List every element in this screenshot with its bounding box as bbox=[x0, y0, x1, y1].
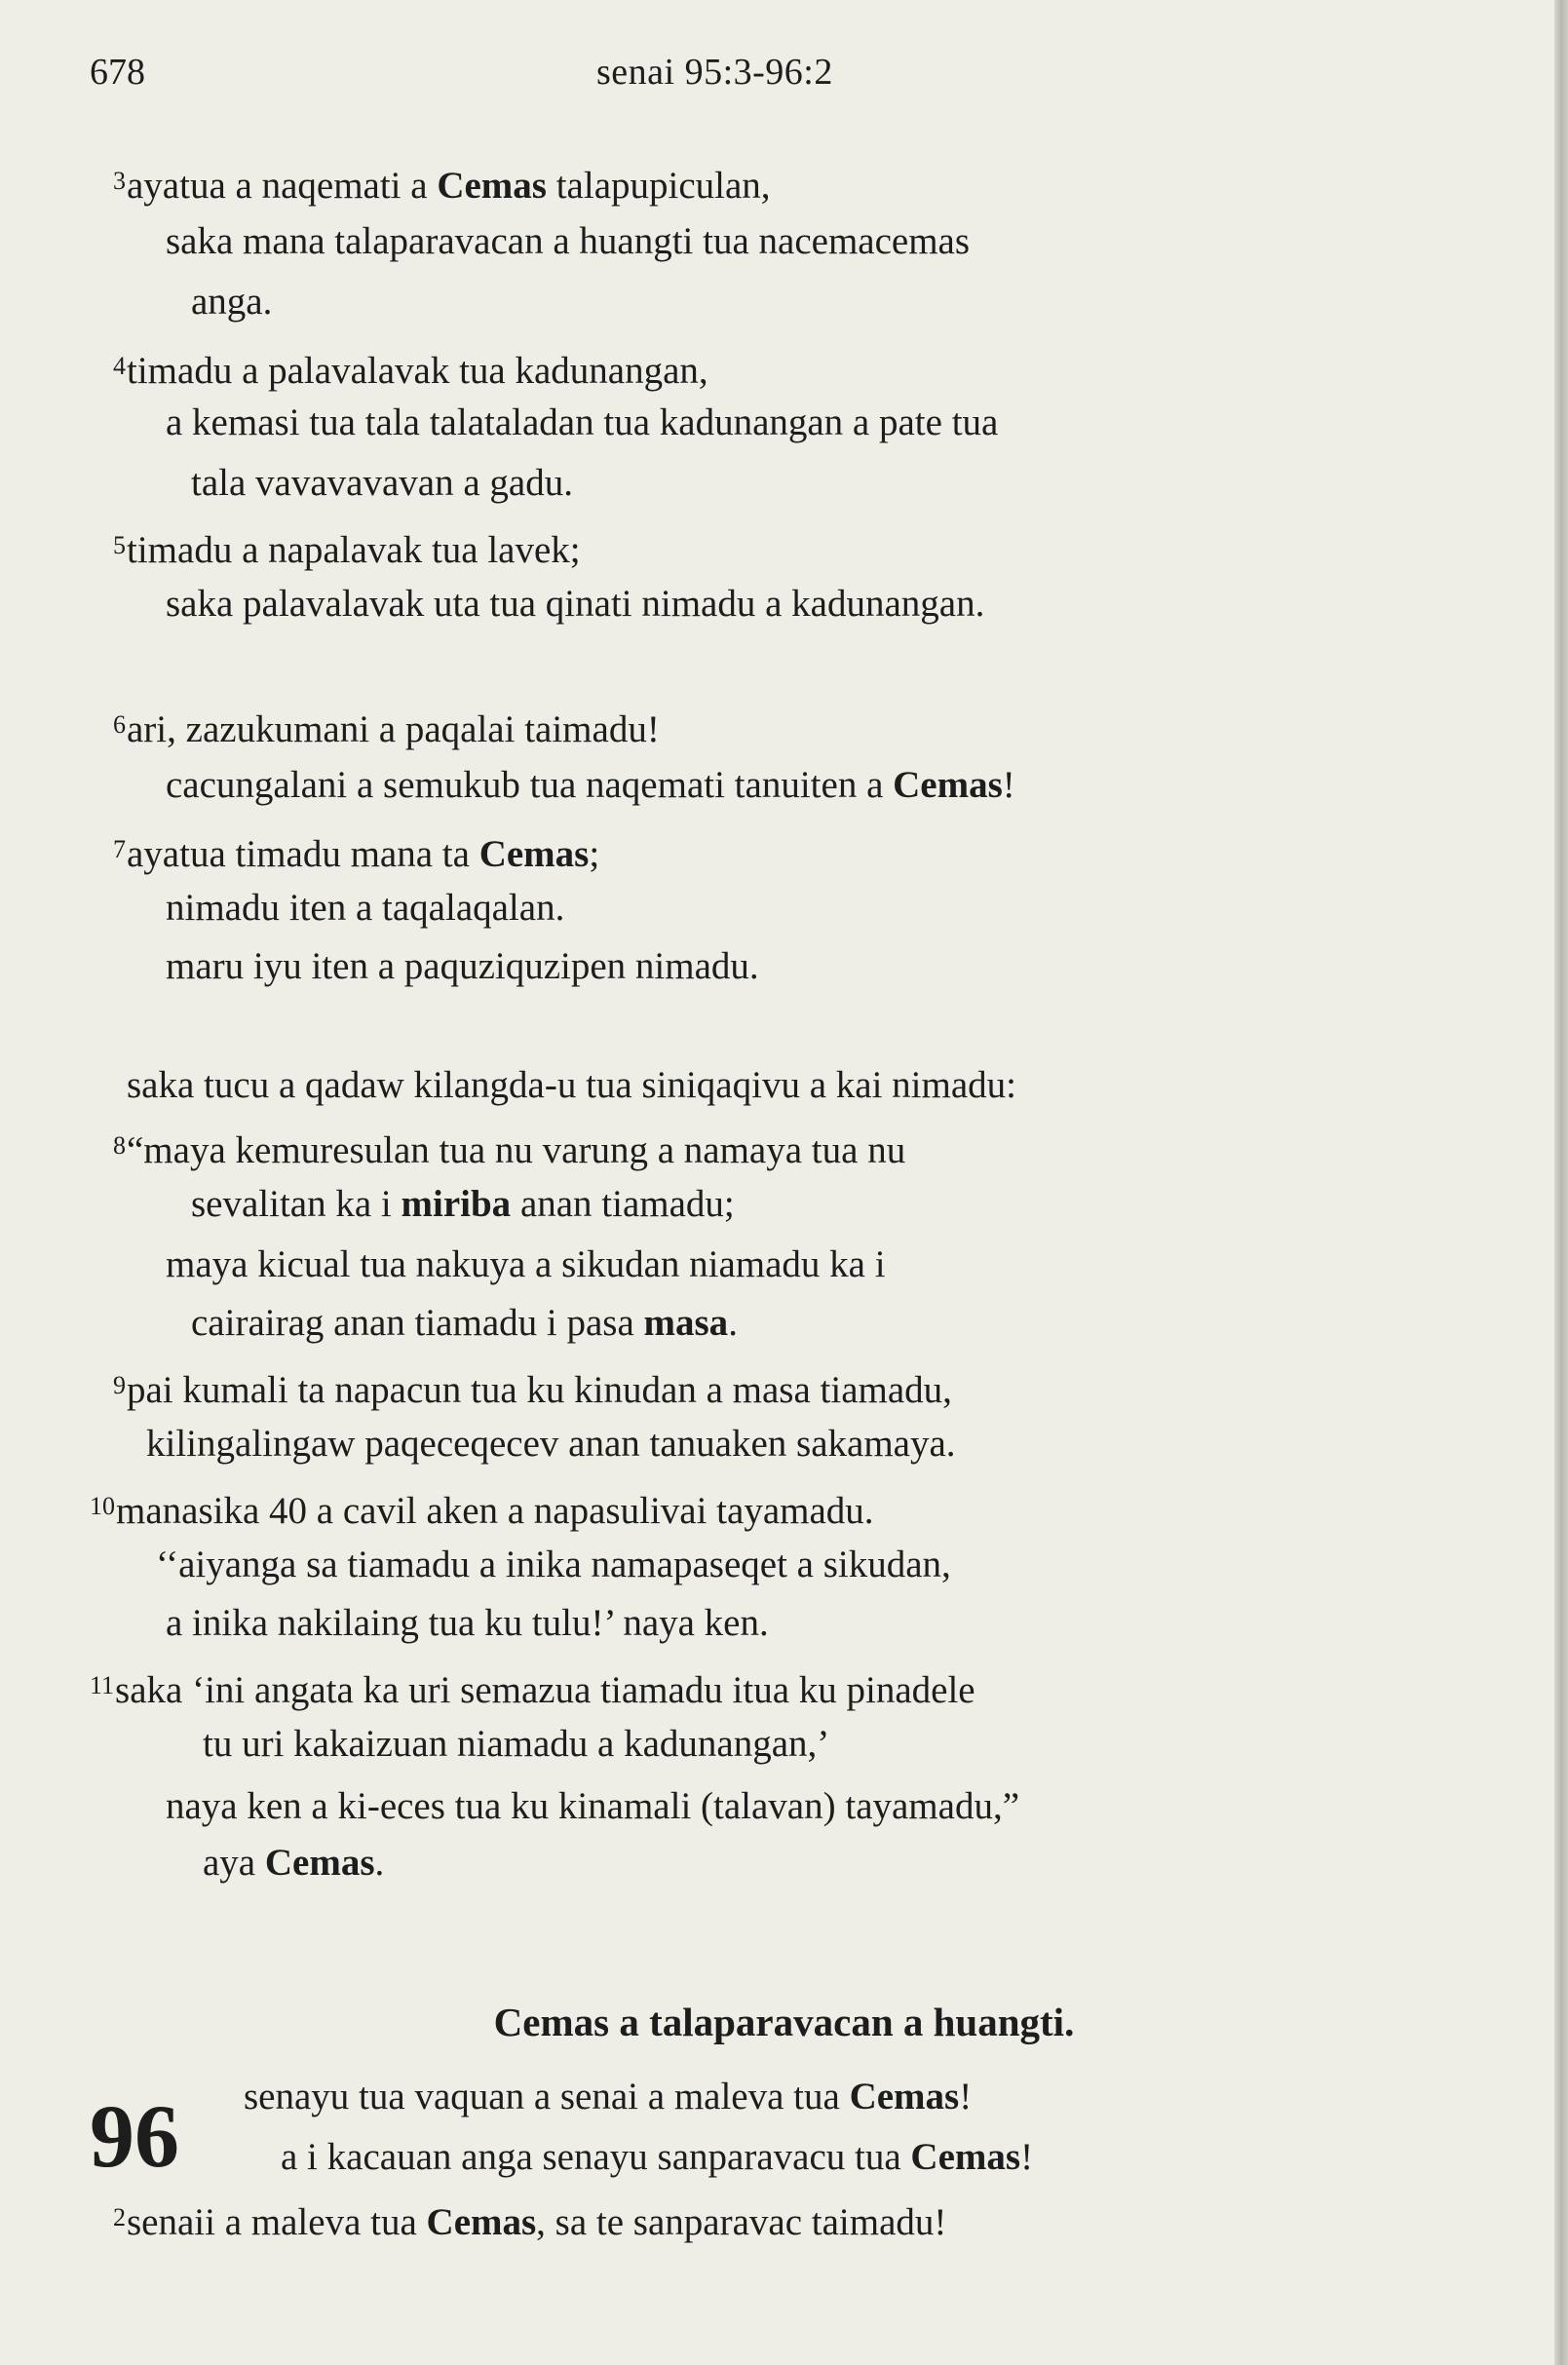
verse-2-line-1 bbox=[113, 2194, 946, 2246]
verse-text: ayatua timadu mana ta bbox=[127, 833, 479, 875]
verse-text: saka ‘ini angata ka uri semazua tiamadu itua ku pinadele bbox=[115, 1669, 975, 1711]
running-head: senai 95:3-96:2 bbox=[596, 52, 833, 93]
verse-text: ari, zazukumani a paqalai taimadu! bbox=[127, 708, 660, 750]
verse-9-line-1 bbox=[113, 1362, 952, 1414]
verse-text: . bbox=[728, 1302, 738, 1344]
verse-3-line-3: anga. bbox=[191, 281, 273, 323]
verse-number: 8 bbox=[113, 1131, 126, 1160]
divine-name: Cemas bbox=[426, 2201, 537, 2243]
verse-text: anan tiamadu; bbox=[511, 1183, 735, 1225]
verse-text: manasika 40 a cavil aken a napasulivai tayamadu. bbox=[116, 1490, 874, 1532]
verse-4-line-1 bbox=[113, 343, 708, 395]
verse-text: cairairag anan tiamadu i pasa bbox=[191, 1302, 644, 1344]
verse-number: 3 bbox=[113, 167, 126, 195]
verse-text: ! bbox=[1002, 764, 1015, 806]
verse-text: senaii a maleva tua bbox=[127, 2201, 427, 2243]
divine-name: Cemas bbox=[910, 2136, 1021, 2178]
divine-name: Cemas bbox=[893, 764, 1003, 806]
divine-name: Cemas bbox=[478, 833, 590, 875]
divine-name: Cemas bbox=[264, 1842, 375, 1884]
verse-text: timadu a palavalavak tua kadunangan, bbox=[127, 350, 708, 392]
verse-text: ! bbox=[959, 2076, 973, 2117]
verse-number: 11 bbox=[90, 1671, 115, 1699]
chapter-number: 96 bbox=[90, 2086, 179, 2186]
verse-11-line-1 bbox=[90, 1662, 975, 1714]
intro-line: saka tucu a qadaw kilangda-u tua siniqaqivu a kai nimadu: bbox=[127, 1064, 1016, 1106]
verse-3-line-2: saka mana talaparavacan a huangti tua nacemacemas bbox=[166, 220, 971, 262]
verse-text: , sa te sanparavac taimadu! bbox=[536, 2201, 947, 2243]
verse-number: 6 bbox=[113, 710, 126, 739]
verse-text: a i kacauan anga senayu sanparavacu tua bbox=[281, 2136, 911, 2178]
verse-text: . bbox=[374, 1842, 385, 1884]
verse-text: cacungalani a semukub tua naqemati tanuiten a bbox=[166, 764, 894, 806]
verse-number: 10 bbox=[90, 1492, 115, 1520]
verse-text: sevalitan ka i bbox=[191, 1183, 402, 1225]
verse-6-line-1 bbox=[113, 702, 660, 753]
verse-1-line-2 bbox=[281, 2134, 1033, 2181]
page-number: 678 bbox=[90, 52, 145, 93]
verse-4-line-2: a kemasi tua tala talataladan tua kadunangan a pate tua bbox=[166, 401, 999, 443]
verse-text: talapupiculan, bbox=[546, 165, 771, 207]
verse-5-line-2: saka palavalavak uta tua qinati nimadu a kadunangan. bbox=[166, 583, 985, 625]
verse-8-line-2 bbox=[191, 1181, 735, 1228]
verse-10-line-1 bbox=[90, 1483, 874, 1535]
verse-text: “maya kemuresulan tua nu varung a namaya tua nu bbox=[127, 1129, 906, 1171]
verse-4-line-3: tala vavavavavan a gadu. bbox=[191, 462, 573, 504]
verse-8-line-3: maya kicual tua nakuya a sikudan niamadu ka i bbox=[166, 1243, 886, 1285]
verse-text: ayatua a naqemati a bbox=[127, 165, 438, 207]
verse-number: 7 bbox=[113, 835, 126, 863]
divine-name: Cemas bbox=[849, 2076, 960, 2117]
verse-text: senayu tua vaquan a senai a maleva tua bbox=[244, 2076, 850, 2117]
verse-6-line-2 bbox=[166, 762, 1015, 809]
verse-7-line-1 bbox=[113, 826, 599, 878]
verse-11-line-4 bbox=[203, 1840, 384, 1887]
divine-name: Cemas bbox=[437, 165, 547, 207]
verse-5-line-1 bbox=[113, 522, 581, 574]
verse-7-line-3: maru iyu iten a paquziquzipen nimadu. bbox=[166, 945, 759, 987]
verse-7-line-2: nimadu iten a taqalaqalan. bbox=[166, 887, 565, 929]
verse-number: 5 bbox=[113, 531, 126, 559]
verse-number: 4 bbox=[113, 352, 126, 380]
verse-10-line-2: ‘‘aiyanga sa tiamadu a inika namapaseqet a sikudan, bbox=[156, 1544, 951, 1585]
verse-text: pai kumali ta napacun tua ku kinudan a masa tiamadu, bbox=[127, 1369, 952, 1411]
section-heading: Cemas a talaparavacan a huangti. bbox=[493, 2000, 1075, 2044]
verse-9-line-2: kilingalingaw paqeceqecev anan tanuaken sakamaya. bbox=[146, 1423, 956, 1465]
verse-number: 9 bbox=[113, 1371, 126, 1399]
verse-number: 2 bbox=[113, 2203, 126, 2231]
verse-1-line-1 bbox=[244, 2074, 972, 2120]
verse-text: timadu a napalavak tua lavek; bbox=[127, 529, 581, 571]
verse-text: ! bbox=[1020, 2136, 1034, 2178]
verse-8-line-1 bbox=[113, 1123, 905, 1174]
verse-11-line-2: tu uri kakaizuan niamadu a kadunangan,’ bbox=[203, 1723, 830, 1765]
verse-8-line-4 bbox=[191, 1300, 738, 1347]
place-name: masa bbox=[643, 1302, 729, 1344]
verse-text: ; bbox=[589, 833, 600, 875]
verse-10-line-3: a inika nakilaing tua ku tulu!’ naya ken. bbox=[166, 1602, 769, 1644]
verse-text: aya bbox=[203, 1842, 265, 1884]
place-name: miriba bbox=[401, 1183, 512, 1225]
verse-11-line-3: naya ken a ki-eces tua ku kinamali (talavan) tayamadu,” bbox=[166, 1785, 1020, 1827]
verse-3-line-1 bbox=[113, 158, 771, 210]
